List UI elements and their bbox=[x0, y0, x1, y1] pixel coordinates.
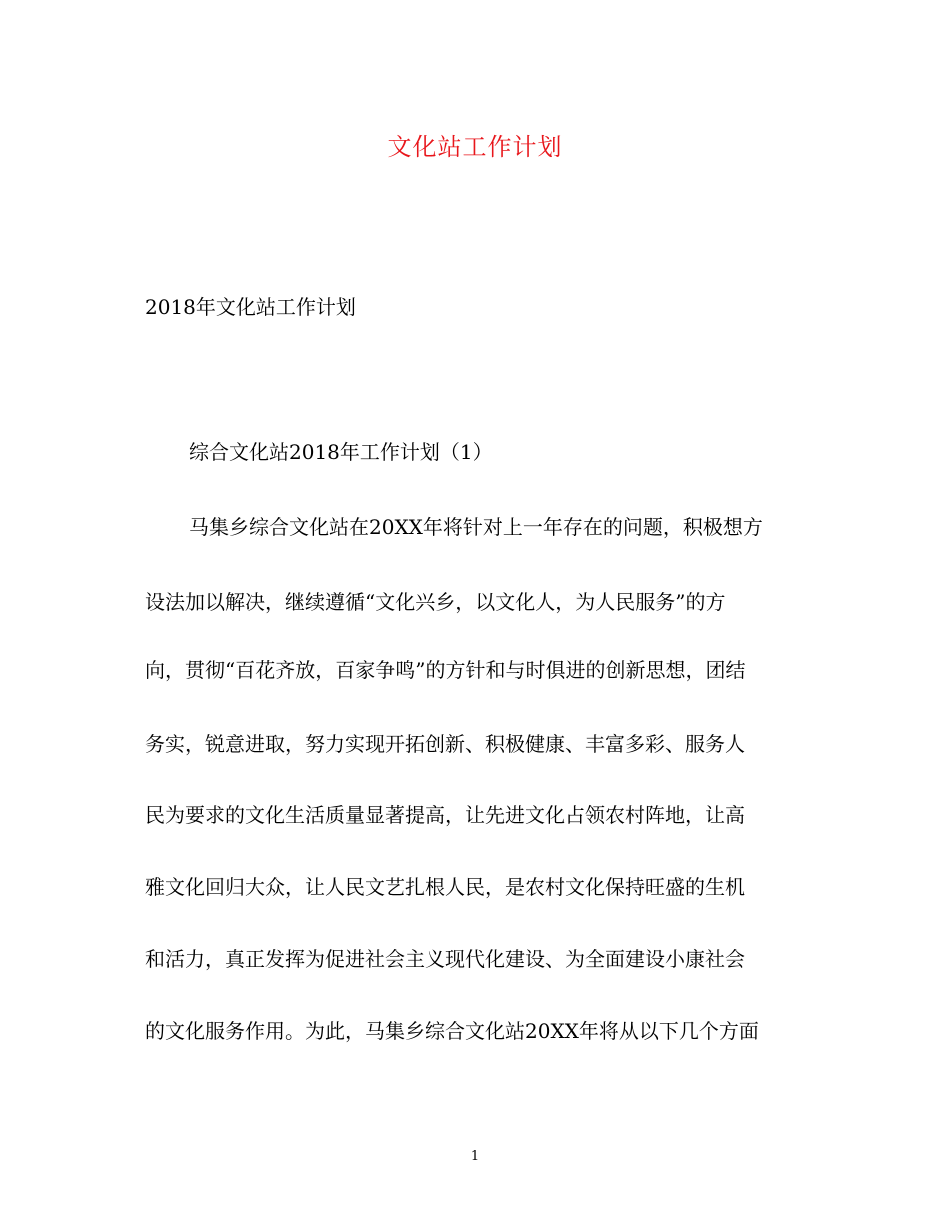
paragraph-line: 的文化服务作用。为此，马集乡综合文化站20XX年将从以下几个方面 bbox=[145, 1019, 759, 1043]
paragraph-line: 雅文化回归大众，让人民文艺扎根人民，是农村文化保持旺盛的生机 bbox=[145, 875, 745, 899]
paragraph-line: 设法加以解决，继续遵循“文化兴乡，以文化人，为人民服务”的方 bbox=[145, 590, 726, 614]
section-heading: 综合文化站2018年工作计划（1） bbox=[189, 440, 493, 464]
paragraph-line: 民为要求的文化生活质量显著提高，让先进文化占领农村阵地，让高 bbox=[145, 803, 745, 827]
paragraph-line: 和活力，真正发挥为促进社会主义现代化建设、为全面建设小康社会 bbox=[145, 947, 745, 971]
document-subtitle: 2018年文化站工作计划 bbox=[145, 295, 356, 319]
paragraph-line: 向，贯彻“百花齐放，百家争鸣”的方针和与时俱进的创新思想，团结 bbox=[145, 658, 746, 682]
page-number: 1 bbox=[470, 1149, 480, 1164]
document-title: 文化站工作计划 bbox=[387, 133, 563, 161]
paragraph-line: 务实，锐意进取，努力实现开拓创新、积极健康、丰富多彩、服务人 bbox=[145, 732, 745, 756]
paragraph-line: 马集乡综合文化站在20XX年将针对上一年存在的问题，积极想方 bbox=[189, 515, 763, 539]
